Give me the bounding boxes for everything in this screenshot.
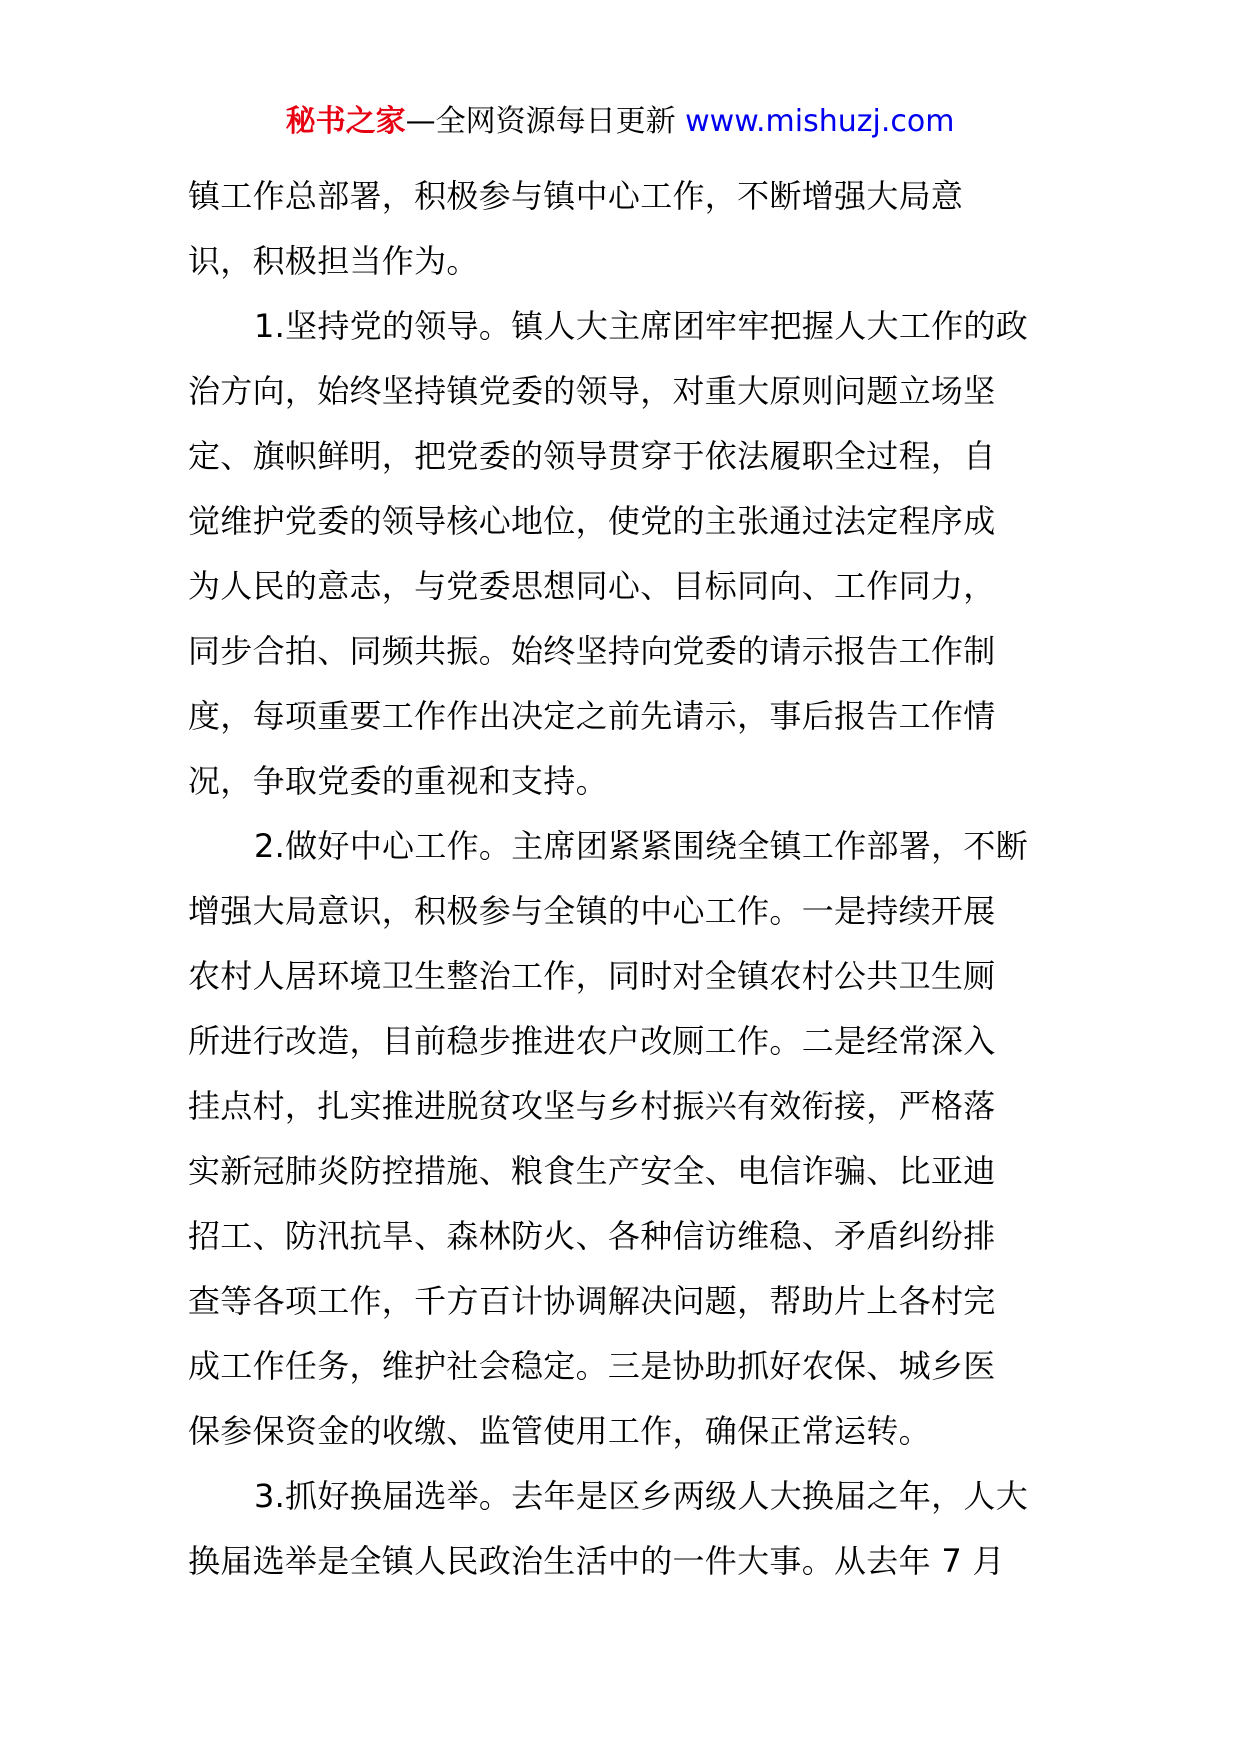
paragraph-line: 成工作任务，维护社会稳定。三是协助抓好农保、城乡医 (188, 1347, 996, 1385)
paragraph-line: 况，争取党委的重视和支持。 (188, 762, 608, 800)
paragraph-line: 镇工作总部署，积极参与镇中心工作，不断增强大局意 (188, 177, 964, 215)
paragraph-line: 农村人居环境卫生整治工作，同时对全镇农村公共卫生厕 (188, 957, 996, 995)
paragraph-line: 觉维护党委的领导核心地位，使党的主张通过法定程序成 (188, 502, 996, 540)
paragraph-line: 度，每项重要工作作出决定之前先请示，事后报告工作情 (188, 697, 996, 735)
paragraph-line: 定、旗帜鲜明，把党委的领导贯穿于依法履职全过程，自 (188, 437, 996, 475)
paragraph-first-line: 1.坚持党的领导。镇人大主席团牢牢把握人大工作的政 (254, 307, 1029, 345)
paragraph-line: 所进行改造，目前稳步推进农户改厕工作。二是经常深入 (188, 1022, 996, 1060)
paragraph-line: 增强大局意识，积极参与全镇的中心工作。一是持续开展 (188, 892, 996, 930)
paragraph-line: 治方向，始终坚持镇党委的领导，对重大原则问题立场坚 (188, 372, 996, 410)
page-header (0, 100, 1240, 144)
paragraph-line: 实新冠肺炎防控措施、粮食生产安全、电信诈骗、比亚迪 (188, 1152, 996, 1190)
paragraph-line: 换届选举是全镇人民政治生活中的一件大事。从去年 7 月 (188, 1542, 1005, 1580)
paragraph-line: 保参保资金的收缴、监管使用工作，确保正常运转。 (188, 1412, 931, 1450)
paragraph-line: 挂点村，扎实推进脱贫攻坚与乡村振兴有效衔接，严格落 (188, 1087, 996, 1125)
document-body (188, 164, 1062, 1594)
paragraph-line: 同步合拍、同频共振。始终坚持向党委的请示报告工作制 (188, 632, 996, 670)
brand-name: 秘书之家 (285, 104, 406, 139)
paragraph-first-line: 3.抓好换届选举。去年是区乡两级人大换届之年，人大 (254, 1477, 1029, 1515)
paragraph-line: 识，积极担当作为。 (188, 242, 479, 280)
site-url-link[interactable]: www.mishuzj.com (685, 104, 955, 139)
header-slogan: —全网资源每日更新 (405, 104, 686, 139)
paragraph-line: 招工、防汛抗旱、森林防火、各种信访维稳、矛盾纠纷排 (188, 1217, 996, 1255)
paragraph-line: 查等各项工作，千方百计协调解决问题，帮助片上各村完 (188, 1282, 996, 1320)
paragraph-line: 为人民的意志，与党委思想同心、目标同向、工作同力， (188, 567, 996, 605)
paragraph-first-line: 2.做好中心工作。主席团紧紧围绕全镇工作部署，不断 (254, 827, 1029, 865)
